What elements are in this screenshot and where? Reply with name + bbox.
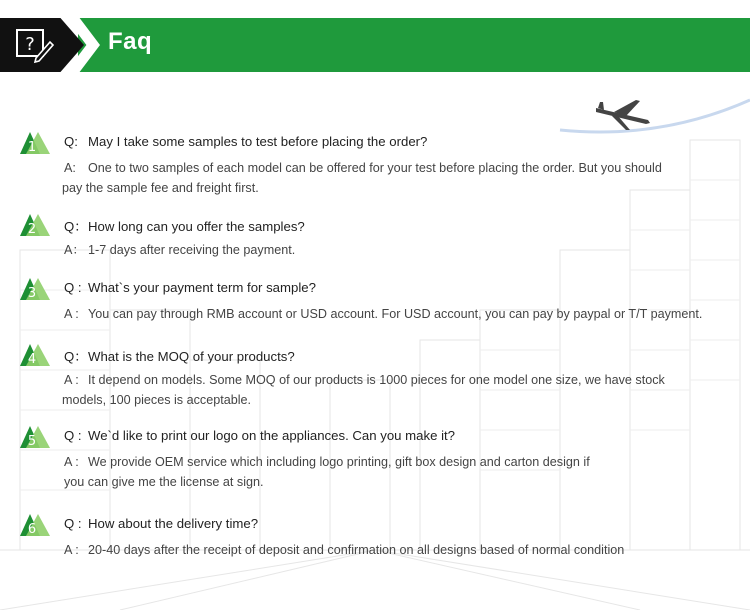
question-edit-icon (14, 26, 54, 64)
question-text: May I take some samples to test before placing the order? (88, 134, 428, 149)
faq-question (64, 516, 258, 531)
faq-number: 1 (27, 140, 37, 155)
question-prefix: Q : (64, 428, 82, 443)
answer-prefix: A : (64, 543, 79, 557)
answer-line: models, 100 pieces is acceptable. (62, 393, 252, 407)
question-prefix: Q： (64, 219, 88, 234)
faq-number: 5 (27, 434, 37, 449)
question-prefix: Q: (64, 134, 78, 149)
page-header (0, 18, 750, 72)
question-prefix: Q : (64, 280, 82, 295)
answer-prefix: A : (64, 373, 79, 387)
answer-line: It depend on models. Some MOQ of our products is 1000 pieces for one model one size, we have stock (88, 373, 665, 387)
answer-line: You can pay through RMB account or USD account. For USD account, you can pay by paypal or T/T payment. (88, 307, 703, 321)
faq-number: 6 (27, 522, 37, 537)
question-text: We`d like to print our logo on the appliances. Can you make it? (88, 428, 456, 443)
airplane-icon (596, 100, 650, 130)
faq-number: 4 (27, 352, 37, 367)
question-prefix: Q : (64, 516, 82, 531)
page-title: Faq (108, 28, 153, 55)
faq-answer (64, 370, 734, 410)
answer-line: pay the sample fee and freight first. (62, 181, 259, 195)
faq-answer (64, 240, 734, 260)
faq-answer (64, 540, 734, 560)
faq-question (64, 428, 455, 443)
question-text: What`s your payment term for sample? (88, 280, 316, 295)
faq-answer (64, 452, 734, 492)
faq-answer (64, 158, 734, 198)
answer-line: 20-40 days after the receipt of deposit and confirmation on all designs based of normal condition (88, 543, 625, 557)
question-prefix: Q： (64, 349, 88, 364)
header-green-bar (78, 18, 750, 72)
answer-line: you can give me the license at sign. (64, 475, 264, 489)
faq-question (64, 216, 305, 235)
answer-prefix: A : (64, 455, 79, 469)
question-text: What is the MOQ of your products? (88, 349, 295, 364)
answer-line: We provide OEM service which including logo printing, gift box design and carton design if (88, 455, 590, 469)
answer-prefix: A : (64, 307, 79, 321)
answer-prefix: A: (64, 161, 76, 175)
svg-text:?: ? (25, 34, 35, 55)
faq-number: 2 (27, 222, 37, 237)
question-text: How about the delivery time? (88, 516, 259, 531)
answer-line: One to two samples of each model can be offered for your test before placing the order. But you should (88, 161, 662, 175)
faq-number: 3 (27, 286, 37, 301)
faq-question (64, 346, 295, 365)
faq-question (64, 134, 427, 149)
faq-question (64, 280, 316, 295)
answer-prefix: A： (64, 243, 85, 257)
question-text: How long can you offer the samples? (88, 219, 305, 234)
faq-answer (64, 304, 734, 324)
answer-line: 1-7 days after receiving the payment. (88, 243, 296, 257)
